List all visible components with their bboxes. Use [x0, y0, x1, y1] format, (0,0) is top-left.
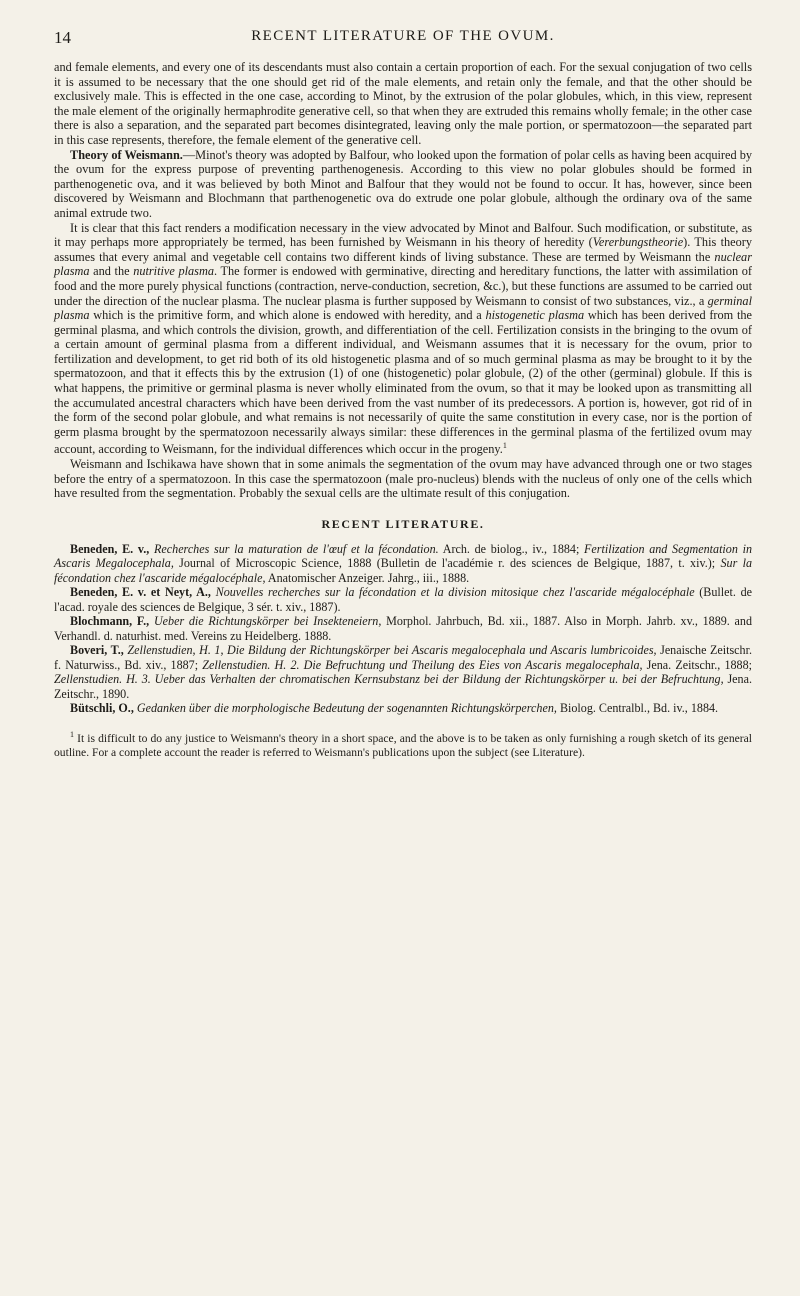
page-number: 14 — [54, 28, 71, 47]
reference-entry: Beneden, E. v. et Neyt, A., Nouvelles recherches sur la fécondation et la division mitosique chez l'ascaride mégalocéphale (Bullet. de l'acad. royale des sciences de Belgique, 3 sér. t. xiv., 1887). — [54, 585, 752, 614]
reference-author: Boveri, T., — [70, 643, 124, 658]
paragraph-lead: Theory of Weismann. — [70, 147, 183, 162]
paragraph-heredity: It is clear that this fact renders a modification necessary in the view advocated by Minot and Balfour. Such modification, or substitute, as it may perhaps more appropriately be termed, has been furnished by Weismann in his theory of heredity (Vererbungstheorie). This theory assumes that every animal and vegetable cell contains two different kinds of living substance. These are termed by Weismann the nuclear plasma and the nutritive plasma. The former is endowed with germinative, directing and hereditary functions, the latter with assimilation of food and the more purely physical functions (contraction, nerve-conduction, secretion, &c.), but these functions are assumed to be carried out under the direction of the nuclear plasma. The nuclear plasma is further supposed by Weismann to consist of two substances, viz., a germinal plasma which is the primitive form, and which alone is endowed with heredity, and a histogenetic plasma which has been derived from the germinal plasma, and which controls the division, growth, and differentiation of the cell. Fertilization consists in the bringing to the ovum of a certain amount of germinal plasma from a different individual, and Weismann assumes that it is necessary for the ovum, prior to fertilization and development, to get rid both of its old histogenetic plasma and of so much germinal plasma as may be brought to it by the spermatozoon, and that it effects this by the extrusion (1) of one (histogenetic) polar globule, (2) of the other (germinal) globule. If this is what happens, the primitive or germinal plasma is never wholly eliminated from the ovum, so that it may be looked upon as transmitting all the accumulated ancestral characters which have been derived from the vast number of its predecessors. A portion is, however, got rid of in the form of the second polar globule, and what remains is not necessarily of quite the same constitution in every case, nor is the portion of germ plasma brought by the spermatozoon necessarily always similar: these differences in the germinal plasma of the fertilized ovum may account, according to Weismann, for the individual differences which occur in the progeny.$^1$ — [54, 220, 752, 457]
body-text — [54, 60, 752, 759]
reference-author: Bütschli, O., — [70, 701, 134, 716]
reference-list — [54, 542, 752, 716]
running-head — [54, 28, 752, 50]
reference-entry: Blochmann, F., Ueber die Richtungskörper bei Insekteneiern, Morphol. Jahrbuch, Bd. xii., 1887. Also in Morph. Jahrb. xv., 1889. and Verhandl. d. naturhist. med. Vereins zu Heidelberg. 1888. — [54, 614, 752, 643]
footnote-marker: 1 — [502, 441, 507, 451]
reference-author: Blochmann, F., — [70, 614, 150, 629]
paragraph-weismann-theory: Theory of Weismann.—Minot's theory was adopted by Balfour, who looked upon the formation of polar cells as having been acquired by the ovum for the express purpose of preventing parthenogenesis. According to this view no polar globules should be formed in parthenogenetic ova, and it was believed by both Minot and Balfour that they would not be found to occur. It has, however, since been discovered by Weismann and Blochmann that parthenogenetic ova do extrude one polar globule, although the ordinary ova of the same animal extrude two. — [54, 147, 752, 220]
running-title: RECENT LITERATURE OF THE OVUM. — [251, 28, 555, 44]
reference-entry: Beneden, E. v., Recherches sur la maturation de l'œuf et la fécondation. Arch. de biolog., iv., 1884; Fertilization and Segmentation in Ascaris Megalocephala, Journal of Microscopic Science, 1888 (Bulletin de l'académie r. des sciences de Belgique, 1887, t. xiv.); Sur la fécondation chez l'ascaride mégalocéphale, Anatomischer Anzeiger. Jahrg., iii., 1888. — [54, 541, 752, 585]
section-heading: RECENT LITERATURE. — [321, 516, 485, 531]
footnote: $^1$ It is difficult to do any justice to Weismann's theory in a short space, and the above is to be taken as only furnishing a rough sketch of its general outline. For a complete account the reader is referred to Weismann's publications upon the subject (see Literature). — [54, 729, 752, 759]
paragraph-ischikawa: Weismann and Ischikawa have shown that in some animals the segmentation of the ovum may have advanced through one or two stages before the entry of a spermatozoon. In this case the spermatozoon (male pro-nucleus) blends with the nucleus of only one of the cells which have resulted from the segmentation. Probably the sexual cells are the ultimate result of this conjugation. — [54, 457, 752, 501]
reference-entry: Bütschli, O., Gedanken über die morphologische Bedeutung der sogenannten Richtungskörperchen, Biolog. Centralbl., Bd. iv., 1884. — [70, 701, 719, 716]
paragraph-1: and female elements, and every one of its descendants must also contain a certain proportion of each. For the sexual conjugation of two cells it is assumed to be necessary that the one should get rid of the male elements, and retain only the female, and that the other should be exclusively male. This is effected in the one case, according to Minot, by the extrusion of the polar globules, which, in this view, represent the male element of the originally hermaphrodite generative cell, so that when they are extruded this remains wholly female; in the other case there is also a separation, and the separated part becomes disintegrated, leaving only the male portion, or spermatozoon—the separated part in this case represents, therefore, the female element of the generative cell. — [54, 60, 752, 147]
reference-entry: Boveri, T., Zellenstudien, H. 1, Die Bildung der Richtungskörper bei Ascaris megalocephala und Ascaris lumbricoides, Jenaische Zeitschr. f. Naturwiss., Bd. xiv., 1887; Zellenstudien. H. 2. Die Befruchtung und Theilung des Eies von Ascaris megalocephala, Jena. Zeitschr., 1888; Zellenstudien. H. 3. Ueber das Verhalten der chromatischen Kernsubstanz bei der Bildung der Richtungskörper u. bei der Befruchtung, Jena. Zeitschr., 1890. — [54, 643, 753, 701]
reference-author: Beneden, E. v., — [70, 541, 150, 556]
reference-author: Beneden, E. v. et Neyt, A., — [70, 585, 211, 600]
